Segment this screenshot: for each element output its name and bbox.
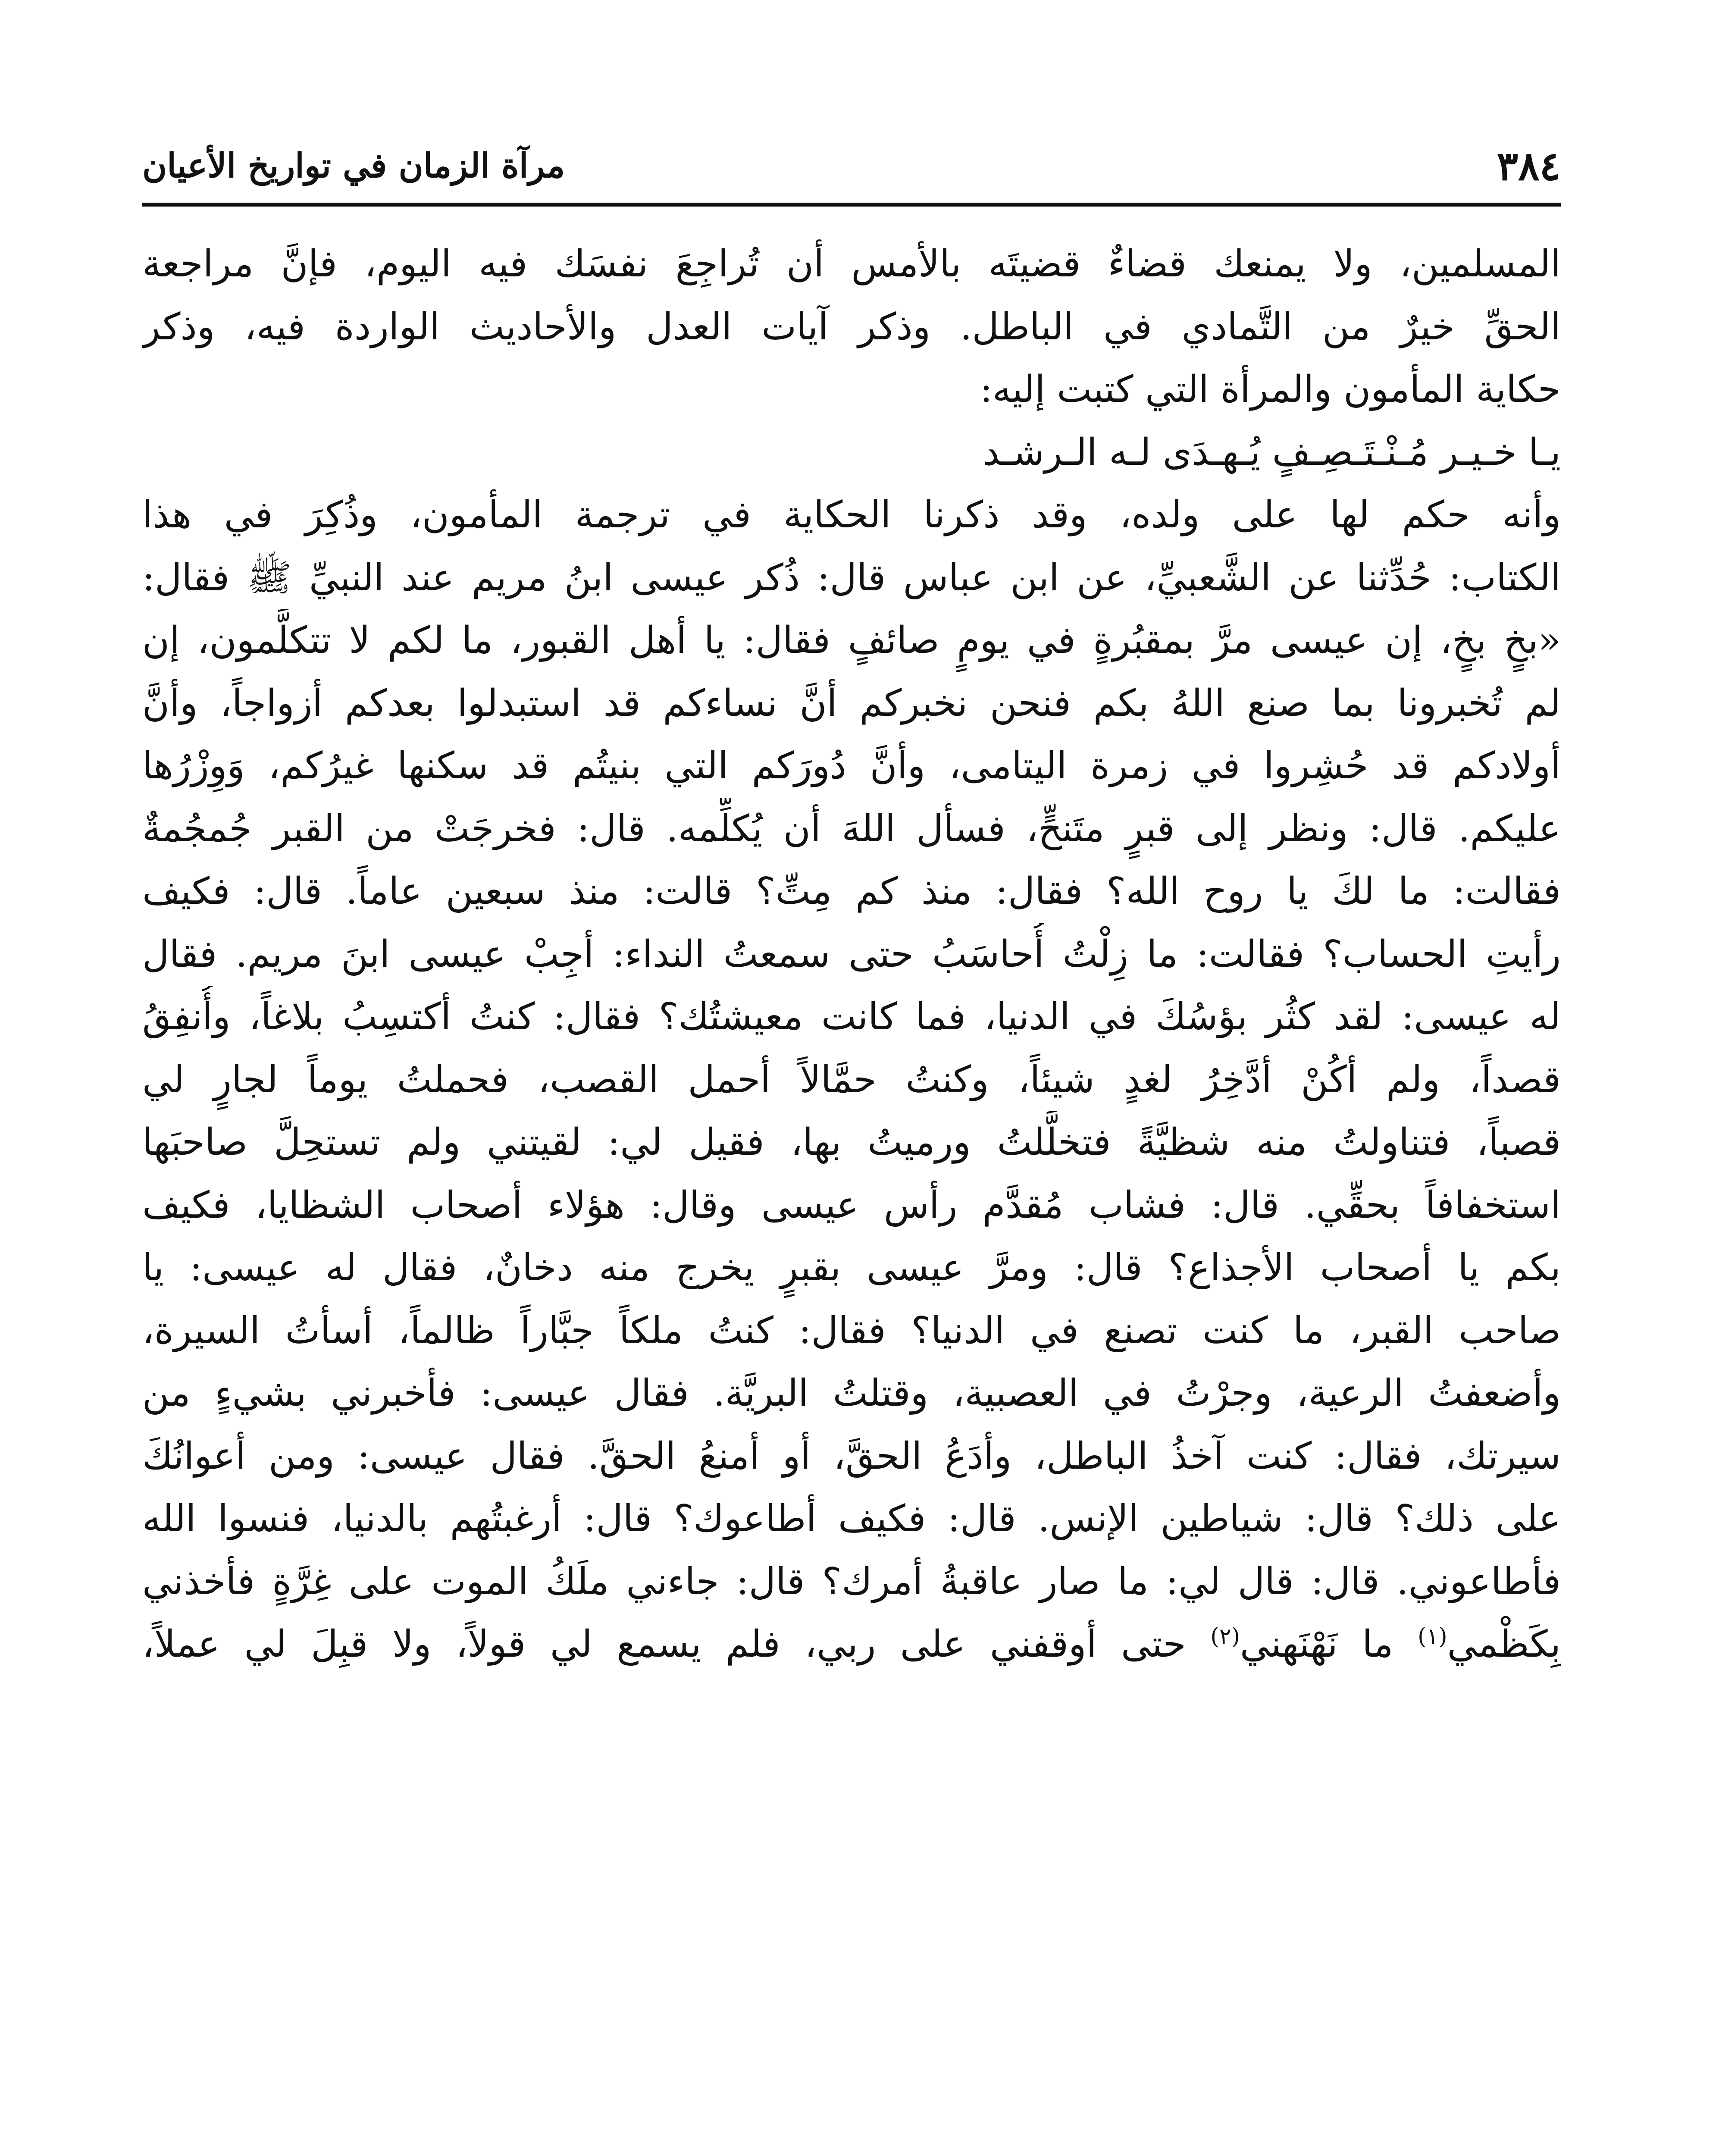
text-segment: ما نَهْنَهني (1240, 1623, 1418, 1666)
text-line: حكاية المأمون والمرأة التي كتبت إليه: (980, 368, 1561, 411)
text-line: وأنه حكم لها على ولده، وقد ذكرنا الحكاية في ترجمة المأمون، وذُكِرَ في هذا (142, 493, 1561, 536)
text-line: قصباً، فتناولتُ منه شظيَّةً فتخلَّلتُ ورميتُ بها، فقيل لي: لقيتني ولم تستحِلَّ صاحبَها (142, 1121, 1561, 1164)
text-line: المسلمين، ولا يمنعك قضاءٌ قضيتَه بالأمس أن تُراجِعَ نفسَك فيه اليوم، فإنَّ مراجعة (142, 242, 1561, 285)
text-line: الحقِّ خيرٌ من التَّمادي في الباطل. وذكر آيات العدل والأحاديث الواردة فيه، وذكر (142, 305, 1561, 348)
book-title: مرآة الزمان في تواريخ الأعيان (142, 146, 565, 185)
text-line: رأيتِ الحساب؟ فقالت: ما زِلْتُ أُحاسَبُ حتى سمعتُ النداء: أجِبْ عيسى ابنَ مريم. فقال (142, 932, 1561, 976)
text-line: فقالت: ما لكَ يا روح الله؟ فقال: منذ كم مِتِّ؟ قالت: منذ سبعين عاماً. قال: فكيف (142, 870, 1561, 913)
text-line: بكم يا أصحاب الأجذاع؟ قال: ومرَّ عيسى بقبرٍ يخرج منه دخانٌ، فقال له عيسى: يا (142, 1246, 1561, 1289)
text-line: قصداً، ولم أكُنْ أدَّخِرُ لغدٍ شيئاً، وكنتُ حمَّالاً أحمل القصب، فحملتُ يوماً لجارٍ لي (142, 1058, 1561, 1101)
text-line: أولادكم قد حُشِروا في زمرة اليتامى، وأنَّ دُورَكم التي بنيتُم قد سكنها غيرُكم، وَوِزْرُها (142, 744, 1561, 787)
text-line-with-footnote-refs (142, 1613, 1561, 1676)
text-segment: حتى أوقفني على ربي، فلم يسمع لي قولاً، ولا قبِلَ لي عملاً، (142, 1623, 1211, 1666)
text-line: سيرتك، فقال: كنت آخذُ الباطل، وأدَعُ الحقَّ، أو أمنعُ الحقَّ. فقال عيسى: ومن أعوانُكَ (142, 1434, 1561, 1478)
text-line: وأضعفتُ الرعية، وجرْتُ في العصبية، وقتلتُ البريَّة. فقال عيسى: فأخبرني بشيءٍ من (142, 1372, 1561, 1415)
text-line: صاحب القبر، ما كنت تصنع في الدنيا؟ فقال: كنتُ ملكاً جبَّاراً ظالماً، أسأتُ السيرة، (142, 1309, 1561, 1352)
text-line: على ذلك؟ قال: شياطين الإنس. قال: فكيف أطاعوك؟ قال: أرغبتُهم بالدنيا، فنسوا الله (142, 1497, 1561, 1540)
text-line: فأطاعوني. قال: قال لي: ما صار عاقبةُ أمرك؟ قال: جاءني ملَكُ الموت على غِرَّةٍ فأخذني (142, 1560, 1561, 1603)
header-divider (142, 203, 1561, 207)
main-text (142, 233, 1561, 1676)
text-line: «بخٍ بخٍ، إن عيسى مرَّ بمقبُرةٍ في يومٍ صائفٍ فقال: يا أهل القبور، ما لكم لا تتكلَّمون، إن (142, 619, 1561, 662)
poem-verse: يـا خـيـر مُـنْـتَـصِـفٍ يُـهـدَى لـه الـرشـد (983, 430, 1561, 474)
text-line: له عيسى: لقد كثُر بؤسُكَ في الدنيا، فما كانت معيشتُك؟ فقال: كنتُ أكتسِبُ بلاغاً، وأُنفِقُ (142, 995, 1561, 1038)
text-line: لم تُخبرونا بما صنع اللهُ بكم فنحن نخبركم أنَّ نساءكم قد استبدلوا بعدكم أزواجاً، وأنَّ (142, 681, 1561, 725)
text-line: عليكم. قال: ونظر إلى قبرٍ متَنحٍّ، فسأل اللهَ أن يُكلِّمه. قال: فخرجَتْ من القبر جُمجُمةٌ (142, 807, 1561, 850)
text-segment: بِكَظْمي (1447, 1623, 1561, 1666)
text-line: الكتاب: حُدِّثنا عن الشَّعبيِّ، عن ابن عباس قال: ذُكر عيسى ابنُ مريم عند النبيِّ ﷺ فقال: (142, 556, 1561, 599)
running-header (142, 134, 1561, 198)
footnote-ref-1: (١) (1418, 1623, 1447, 1650)
page-number: ٣٨٤ (1497, 143, 1561, 189)
text-line: استخفافاً بحقِّي. قال: فشاب مُقدَّم رأس عيسى وقال: هؤلاء أصحاب الشظايا، فكيف (142, 1183, 1561, 1227)
footnote-ref-2: (٢) (1210, 1623, 1240, 1650)
